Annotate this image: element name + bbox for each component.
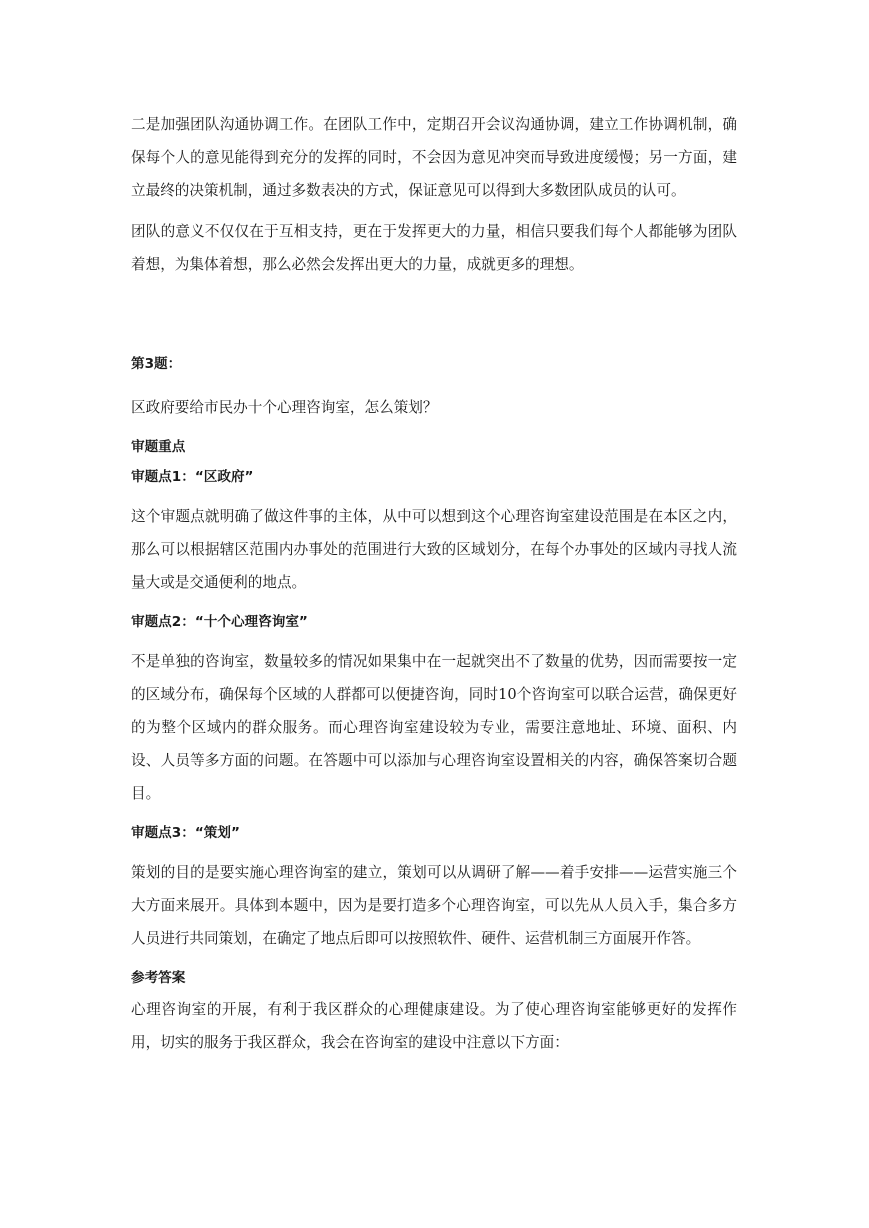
paragraph-team-meaning: 团队的意义不仅仅在于互相支持，更在于发挥更大的力量，相信只要我们每个人都能够为团队着想，为集体着想，那么必然会发挥出更大的力量，成就更多的理想。 — [131, 223, 737, 273]
answer-text: 心理咨询室的开展，有利于我区群众的心理健康建设。为了使心理咨询室能够更好的发挥作用，切实的服务于我区群众，我会在咨询室的建设中注意以下方面： — [131, 1001, 737, 1051]
point2-text: 不是单独的咨询室，数量较多的情况如果集中在一起就突出不了数量的优势，因而需要按一定的区域分布，确保每个区域的人群都可以便捷咨询，同时10个咨询室可以联合运营，确保更好的为整个区域内的群众服务。而心理咨询室建设较为专业，需要注意地址、环境、面积、内设、人员等多方面的问题。在答题中可以添加与心理咨询室设置相关的内容，确保答案切合题目。 — [131, 653, 737, 802]
question-text: 区政府要给市民办十个心理咨询室，怎么策划？ — [131, 399, 438, 416]
point1-heading: 审题点1：“区政府” — [131, 469, 254, 485]
point3-text: 策划的目的是要实施心理咨询室的建立，策划可以从调研了解——着手安排——运营实施三个大方面来展开。具体到本题中，因为是要打造多个心理咨询室，可以先从人员入手，集合多方人员进行共同策划，在确定了地点后即可以按照软件、硬件、运营机制三方面展开作答。 — [131, 864, 737, 947]
question-heading: 第3题： — [131, 356, 182, 372]
paragraph-team-communication: 二是加强团队沟通协调工作。在团队工作中，定期召开会议沟通协调，建立工作协调机制，确保每个人的意见能得到充分的发挥的同时，不会因为意见冲突而导致进度缓慢；另一方面，建立最终的决策机制，通过多数表决的方式，保证意见可以得到大多数团队成员的认可。 — [131, 116, 737, 199]
document-page — [131, 108, 737, 1059]
point2-heading: 审题点2：“十个心理咨询室” — [131, 614, 308, 630]
review-heading: 审题重点 — [131, 439, 186, 455]
point3-heading: 审题点3：“策划” — [131, 825, 240, 841]
point1-text: 这个审题点就明确了做这件事的主体，从中可以想到这个心理咨询室建设范围是在本区之内，那么可以根据辖区范围内办事处的范围进行大致的区域划分，在每个办事处的区域内寻找人流量大或是交通便利的地点。 — [131, 508, 737, 591]
answer-heading: 参考答案 — [131, 970, 186, 986]
